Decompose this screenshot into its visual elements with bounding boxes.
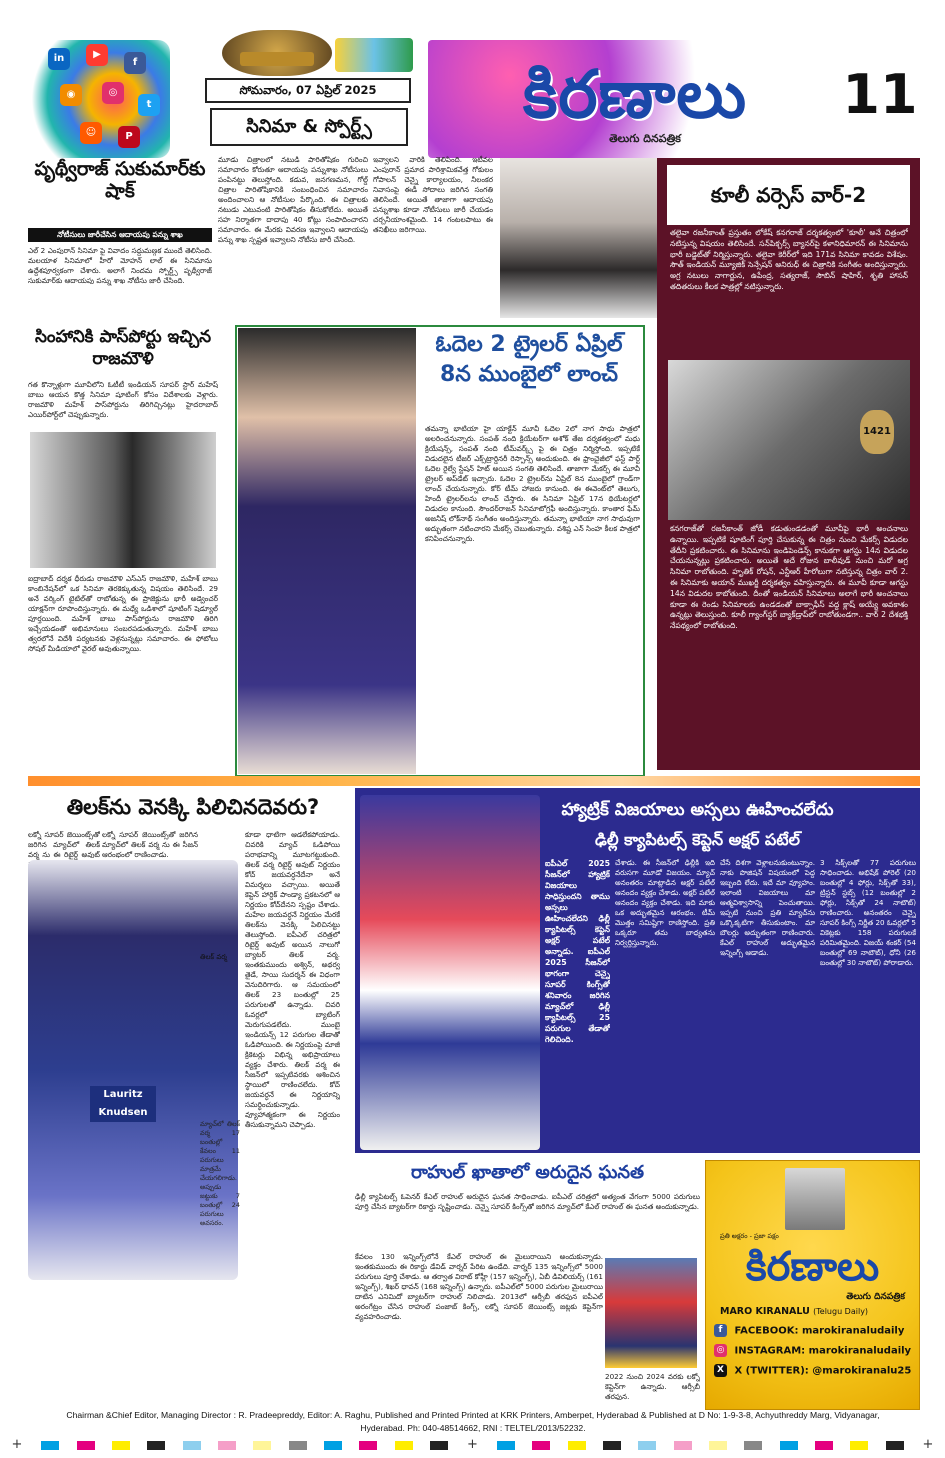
- story-body-rajamouli: ఐద్రాబాద్ దర్శక ధీరుడు రాజమౌళి ఎస్ఎస్ రాజమౌళి, మహేశ్ బాబు కాంబినేషన్‌లో ఒక సినిమా తెరకెక్కుతున్న విషయం తెలిసిందే. 29 అనే వర్కింగ్ టైటిల్‌తో రాబోతున్న ఈ ప్రాజెక్టును భారీ అడ్వెంచర్ యాక్షన్‌గా రూపొందిస్తున్నారు. ఈ మధ్యే ఒడిశాలో షూటింగ్ షెడ్యూల్ పూర్తయింది. మహేశ్ బాబు పాస్‌పోర్టును రాజమౌళి తిరిగి ఇచ్చేయడంతో అభిమానులు సంబరపడుతున్నారు. మహేశ్ బాబు త్వరలోనే విదేశీ పర్యటనకు వెళ్లనున్నట్లు సమాచారం. ఈ ఫోటోలు సోషల్ మీడియాలో వైరల్ అవుతున్నాయి.: [28, 574, 218, 653]
- tilak-photo-caption: తిలక్ వర్మ: [200, 953, 227, 961]
- linkedin-icon: in: [48, 48, 70, 70]
- story-column-prithviraj-3: ఇవ్వాలని వారికి తెలిపింది. ఇటీవల ఎంపురాన్ ప్రమాద పారిశ్రామికవేత్త గోకులం గోపాలన్ చెన్నై కార్యాలయం, నీలంకర నివాసంపై ఈడీ సోదాలు జరిగిన సంగతి తెలిసిందే. అయితే తాజాగా ఆదాయపు పన్నుశాఖ కూడా నోటీసులు జారీ చేయడం చర్చనీయాంశమైంది. 14 గంటలపాటు ఈ తనిఖీలు జరిగాయి.: [373, 155, 493, 234]
- section-title: సినిమా & స్పోర్ట్స్: [210, 108, 408, 146]
- story-lead-tilak: లక్నో సూపర్ జెయింట్స్‌తో జరిగిన మ్యాచ్‌లో తిలక్ వర్మ ను ఈ రిటైర్డ్ అవుట్: [28, 830, 100, 859]
- sports-silhouettes: [335, 38, 413, 72]
- color-swatch: [112, 1441, 130, 1450]
- facebook-label: FACEBOOK:: [734, 1325, 799, 1337]
- tamannaah-photo: [238, 328, 416, 774]
- story-column-tilak-3: కూడా ధాటిగా ఆడలేకపోయాడు. చివరికి మ్యాచ్ ఓడిపోయి పరాభవాన్ని మూటగట్టుకుంది. తిలక్ వర్మ రిటైర్డ్ అవుట్ నిర్ణయం కోచ్ జయవర్ధనేదేనా అనే విమర్శలు వచ్చాయి. అయితే కెప్టెన్ హార్దిక్ పాండ్యా ప్రకటనలో ఆ నిర్ణయం కోచ్‌దేనని స్పష్టం చేశాడు. మహేల జయవర్ధనే నిర్ణయం మేరకే తిలక్‌ను వెనక్కి పిలిచినట్టు తెలుస్తోంది. ఐపీఎల్ చరిత్రలో రిటైర్డ్ అవుట్ అయిన నాలుగో బ్యాటర్ తిలక్ వర్మ. ఇంతకుముందు అశ్విన్, అథర్వ తైడే, సాయి సుదర్శన్ ఈ విధంగా వెనుదిరిగారు. ఆ సమయంలో తిలక్ 23 బంతుల్లో 25 పరుగులతో ఉన్నాడు. చివరి ఓవర్లలో బ్యాటింగ్ మెరుగుపడలేదు. ముంబై ఇండియన్స్ 12 పరుగుల తేడాతో ఓడిపోయింది. ఈ నిర్ణయంపై మాజీ క్రికెటర్లు విభిన్న అభిప్రాయాలు వ్యక్తం చేశారు. తిలక్ వర్మ ఈ సీజన్‌లో ఇప్పటివరకు ఆశించిన స్థాయిలో రాణించలేదు. కోచ్ జయవర్ధనే ఈ నిర్ణయాన్ని సమర్థించుకున్నాడు. వ్యూహాత్మకంగా ఈ నిర్ణయం తీసుకున్నామని చెప్పాడు.: [245, 830, 340, 1129]
- house-ad-logo-sub: తెలుగు దినపత్రిక: [846, 1292, 905, 1302]
- story-body-odela: తమన్నా భాటియా హై యాక్టేన్ మూవీ ఓదెల 2లో నాగ సాధు పాత్రలో అలరించనున్నారు. సంపత్ నంది క్రియేటర్‌గా అశోక్ తేజ దర్శకత్వంలో మధు క్రియేషన్స్, సంపత్ నంది టీమ్‌వర్క్స్ పై ఈ చిత్రం నిర్మిస్తోంది. ఇప్పటికే విడుదలైన టీజర్ ఎక్స్‌ట్రార్డినరీ రెస్పాన్స్ అందుకుంది. ఈ ఫ్రాంచైజీలో ఫస్ట్ పార్ట్ ఓదెల రైల్వే స్టేషన్ హిట్ అయిన సంగతి తెలిసిందే. తాజాగా మేకర్స్ ఈ మూవీ ట్రైలర్ అప్‌డేట్ ఇచ్చారు. ఓదెల 2 ట్రైలర్‌ను ఏప్రిల్ 8న ముంబైలో గ్రాండ్‌గా లాంచ్ చేయనున్నారు. కోర్ టీమ్ హాజరు కానుంది. ఈ ఈవెంట్‌లో తెలుగు, హిందీ ట్రైలర్‌లను లాంచ్ చేస్తారు. ఈ సినిమా ఏప్రిల్ 17న థియేటర్లలో విడుదల కానుంది. సౌందర్‌రాజన్ సినిమాటోగ్రఫీ అందిస్తున్నారు. కాంతార ఫేమ్ అజనీష్ లోక్‌నాథ్ సంగీతం అందిస్తున్నారు. తమన్నా భాటియా నాగ సాధువుగా అద్భుతంగా నటించారని మేకర్స్ చెబుతున్నారు. వశిష్ట ఎన్ సింహ కీలక పాత్రలో కనిపించనున్నారు.: [425, 424, 640, 543]
- jersey-sponsor-logo: Lauritz Knudsen: [90, 1086, 156, 1122]
- color-swatch: [430, 1441, 448, 1450]
- house-ad-x-row: [714, 1364, 919, 1382]
- newspaper-logo: కిరణాలు: [522, 56, 748, 133]
- color-swatch: [218, 1441, 236, 1450]
- color-swatch: [850, 1441, 868, 1450]
- house-ad-english-note: (Telugu Daily): [813, 1307, 869, 1316]
- story-column-axar-3: చేసే దిశగా వెళ్లాలనుకుంటున్నాం. నాకు పొజిషన్ విషయంలో పెద్ద ఇబ్బంది లేదు. ఇదే మా వ్యూహం. ఇలాంటి విజయాలు మా ఆత్మవిశ్వాసాన్ని పెంచుతాయి. ఇప్పటి నుంచి ప్రతి మ్యాచ్‌ను ఒక్కొక్కటిగా తీసుకుంటాం. మా బౌలర్లు అద్భుతంగా రాణించారు. కేఎల్ రాహుల్ అద్భుతమైన ఇన్నింగ్స్ ఆడాడు.: [720, 858, 815, 957]
- color-swatch: [638, 1441, 656, 1450]
- color-swatch: [359, 1441, 377, 1450]
- color-swatch: [41, 1441, 59, 1450]
- facebook-icon: f: [714, 1324, 727, 1337]
- instagram-icon: ◎: [102, 82, 124, 104]
- instagram-icon: ◎: [714, 1344, 727, 1357]
- story-column-tilak-2: లక్నో సూపర్ జెయింట్స్‌తో జరిగిన మ్యాచ్‌లో తిలక్ వర్మ ను ఈ సీజన్ ఆరంభంలో రాణించాడు.: [102, 830, 198, 859]
- story-headline-prithviraj: పృథ్వీరాజ్ సుకుమార్‌కు షాక్: [34, 158, 206, 202]
- edition-date: సోమవారం, 07 ఏప్రిల్ 2025: [205, 78, 411, 103]
- youtube-icon: ▶: [86, 44, 108, 66]
- story-column-rahul-2: 2022 నుంచి 2024 వరకు లక్నో కెప్టెన్‌గా ఉన్నాడు. ఆర్సీబీ తరఫున.: [605, 1372, 700, 1401]
- story-subtitle-axar: ఢిల్లీ క్యాపిటల్స్ కెప్టెన్ అక్షర్ పటేల్: [595, 830, 800, 849]
- story-headline-axar: హ్యాట్రిక్ విజయాలు అస్సలు ఊహించలేదు: [561, 800, 834, 820]
- color-swatch: [815, 1441, 833, 1450]
- instagram-label: INSTAGRAM:: [734, 1345, 806, 1357]
- section-divider-band: [28, 776, 920, 786]
- rajamouli-mahesh-photo: [30, 432, 216, 568]
- story-headline-tilak: తిలక్‌ను వెనక్కి పిలిచినదెవరు?: [66, 795, 320, 819]
- story-subhead-prithviraj: నోటీసులు జారీచేసిన ఆదాయపు పన్ను శాఖ: [28, 228, 212, 242]
- color-swatch: [289, 1441, 307, 1450]
- story-intro-rahul: ఢిల్లీ క్యాపిటల్స్ ఓపెనర్ కేఎల్ రాహుల్ అరుదైన ఘనత సాధించాడు. ఐపీఎల్ చరిత్రలో అత్యంత వేగంగా 5000 పరుగులు పూర్తి చేసిన బ్యాటర్‌గా రికార్డు సృష్టించాడు. చెన్నై సూపర్ కింగ్స్‌తో జరిగిన మ్యాచ్‌లో కేఎల్ రాహుల్ ఈ ఘనత అందుకున్నాడు.: [355, 1192, 700, 1211]
- color-swatch: [395, 1441, 413, 1450]
- color-swatch: [253, 1441, 271, 1450]
- prithviraj-photo: [500, 158, 666, 318]
- instagram-handle: marokiranaludaily: [808, 1345, 912, 1357]
- story-body-rahul: కేవలం 130 ఇన్నింగ్స్‌లోనే కేఎల్ రాహుల్ ఈ మైలురాయిని అందుకున్నాడు. ఇంతకుముందు ఈ రికార్డు డేవిడ్ వార్నర్ పేరిట ఉండేది. వార్నర్ 135 ఇన్నింగ్స్‌లో 5000 పరుగులు పూర్తి చేశాడు. ఆ తర్వాత విరాట్ కోహ్లీ (157 ఇన్నింగ్స్), ఏబీ డివిలియర్స్ (161 ఇన్నింగ్స్), శిఖర్ ధావన్ (168 ఇన్నింగ్స్) ఉన్నారు. ఐపీఎల్‌లో 5000 పరుగుల మైలురాయి దాటిన ఎనిమిదో బ్యాటర్‌గా రాహుల్ నిలిచాడు. 2013లో ఆర్సీబీ తరఫున ఐపీఎల్ అరంగేట్రం చేసిన రాహుల్ పంజాబ్ కింగ్స్, లక్నో సూపర్ జెయింట్స్ జట్లకు కెప్టెన్‌గా వ్యవహరించాడు.: [355, 1252, 603, 1321]
- house-ad-instagram-row: [714, 1344, 919, 1362]
- color-swatch: [886, 1441, 904, 1450]
- color-swatch: [603, 1441, 621, 1450]
- story-column-tilak-2b: మ్యాచ్‌లో తిలక్ వర్మ 17 బంతుల్లో కేవలం 11 పరుగులు మాత్రమే చేయగలిగాడు. అప్పుడు జట్టుకు 7 బంతుల్లో 24 పరుగులు అవసరం.: [200, 1120, 240, 1227]
- imprint-line-1: Chairman &Chief Editor, Managing Director : R. Pradeepreddy, Editor: A. Raghu, Published and Printed Printed at KRK Printers, Amberpet, Hyderabad & Published at D No: 1-9-3-8, Achyuthreddy Marg, Vidyanagar,: [66, 1410, 880, 1420]
- color-swatch: [709, 1441, 727, 1450]
- color-swatch: [780, 1441, 798, 1450]
- registration-mark-icon: +: [922, 1437, 934, 1452]
- house-ad-newspaper-photo: [785, 1168, 845, 1230]
- story-headline-odela: ఓదెల 2 ట్రైలర్ ఏప్రిల్ 8న ముంబైలో లాంచ్: [435, 332, 623, 387]
- house-ad-english-name: [720, 1306, 905, 1320]
- story-headline-coolie: కూలీ వర్సెస్ వార్-2: [667, 165, 910, 225]
- story-intro-coolie: తలైవా రజనీకాంత్ ప్రస్తుతం లోకేష్ కనగరాజ్ దర్శకత్వంలో 'కూలీ' అనే చిత్రంలో నటిస్తున్న విషయం తెలిసిందే. సన్‌పిక్చర్స్ బ్యానర్‌పై కళానిధిమారన్ ఈ సినిమాను భారీ బడ్జెట్‌తో నిర్మిస్తున్నారు. తలైవా కెరీర్‌లో ఇది 171వ సినిమా కావడం విశేషం. సౌత్ ఇండియన్ మ్యూజిక్ సెన్సేషన్ అనిరుధ్ ఈ చిత్రానికి సంగీతం అందిస్తున్నారు. అగ్ర నటులు నాగార్జున, ఉపేంద్ర, సత్యరాజ్, సౌబిన్ షాహిర్, శృతి హాసన్ తదితరులు కీలక పాత్రల్లో నటిస్తున్నారు.: [670, 228, 908, 291]
- kl-rahul-photo: [605, 1258, 697, 1368]
- twitter-icon: t: [138, 94, 160, 116]
- story-column-axar-4: 3 సిక్స్‌లతో 77 పరుగులు సాధించాడు. అభిషేక్ పోరెల్ (20 బంతుల్లో 4 ఫోర్లు, సిక్స్‌తో 33), ట్రిస్టన్ స్టబ్స్ (12 బంతుల్లో 2 ఫోర్లు, సిక్స్‌తో 24 నాటౌట్) రాణించారు. అనంతరం చెన్నై సూపర్ కింగ్స్ నిర్ణీత 20 ఓవర్లలో 5 వికెట్లకు 158 పరుగులకే పరిమితమైంది. విజయ్ శంకర్ (54 బంతుల్లో 69 నాటౌట్), ధోనీ (26 బంతుల్లో 30 నాటౌట్) పోరాడారు.: [820, 858, 916, 967]
- color-swatch: [532, 1441, 550, 1450]
- house-ad-facebook-row: [714, 1324, 919, 1342]
- x-handle: @marokiranalu25: [812, 1365, 912, 1377]
- facebook-handle: marokiranaludaily: [801, 1325, 905, 1337]
- registration-mark-icon: +: [467, 1437, 478, 1452]
- color-swatch: [497, 1441, 515, 1450]
- story-headline-rajamouli: సింహానికి పాస్‌పోర్టు ఇచ్చిన రాజమౌళి: [34, 327, 212, 369]
- story-column-axar-2: చేశాడు. ఈ సీజన్‌లో ఢిల్లీకి ఇది వరుసగా మూడో విజయం. మ్యాచ్ అనంతరం మాట్లాడిన అక్షర్ పటేల్ ఆనందం వ్యక్తం చేశాడు. అక్షర్ పటేల్ ఆనందం వ్యక్తం చేశాడు. ఇది మాకు ఒక అద్భుతమైన ఆరంభం. టీమ్ మొత్తం సమిష్టిగా రాణిస్తోంది. ప్రతి ఒక్కరూ తమ బాధ్యతను నిర్వర్తిస్తున్నారు.: [615, 858, 715, 947]
- house-ad-tagline: ప్రతి అక్షరం - ప్రజా పక్షం: [720, 1232, 779, 1240]
- color-swatch: [324, 1441, 342, 1450]
- x-icon: X: [714, 1364, 727, 1377]
- house-ad-logo: కిరణాలు: [745, 1244, 880, 1290]
- coolie-badge: 1421: [860, 410, 894, 454]
- registration-mark-icon: +: [11, 1437, 23, 1452]
- social-media-collage: [30, 40, 170, 158]
- story-body-coolie: కనగరాజ్‌తో రజనీకాంత్ జోడీ కడుతుండడంతో మూవీపై భారీ అంచనాలు ఉన్నాయి. ఇప్పటికే షూటింగ్ పూర్తి చేసుకున్న ఈ చిత్రం నుంచి మేకర్స్ విడుదల తేదీని ప్రకటించారు. ఈ సినిమాను ఇండిపెండెన్స్ కానుకగా ఆగస్టు 14న విడుదల చేయనున్నట్లు ప్రకటించారు. అయితే అదే రోజున బాలీవుడ్ నుంచి మరో అగ్ర సినిమా రాబోతుంది. హృతిక్ రోషన్, ఎన్టీఆర్ హీరోలుగా నటిస్తున్న చిత్రం వార్ 2. ఈ సినిమాకు అయాన్ ముఖర్జీ దర్శకత్వం వహిస్తున్నారు. ఈ మూవీ కూడా ఆగస్టు 14న విడుదల కాబోతుంది. దీంతో ఇండియన్ సినిమాలు అలాగే భారీ అంచనాలు కూడా ఈ రెండు సినిమాలకు ఉండడంతో బాక్సాఫీస్ వద్ద క్లాష్ అయ్యే అవకాశం ఉన్నట్లు తెలుస్తుంది. కూలీ గ్యాంగ్‌స్టర్ బ్యాక్‌డ్రాప్‌లో రాబోతుండగా.. వార్ 2 దేశభక్తి నేపథ్యంలో రాబోతుంది.: [670, 524, 908, 631]
- film-emblem-ribbon: [240, 52, 314, 66]
- color-swatch: [744, 1441, 762, 1450]
- imprint-line-2: Hyderabad. Ph: 040-48514662, RNI : TELTEL/2013/52232.: [360, 1423, 586, 1433]
- story-intro-rajamouli: గత కొన్నాళ్లుగా మూవీలోని ఓటీటీ ఇండియన్ సూపర్ స్టార్ మహేష్ బాబు ఆయన కొత్త సినిమా షూటింగ్ కోసం విదేశాలకు వెళ్లారు. రాజమౌళి మహేశ్ పాస్‌పోర్టును తిరిగిచ్చినట్లు హైదరాబాద్ ఎయిర్‌పోర్ట్‌లో చెప్పుకున్నారు.: [28, 380, 218, 419]
- page-number: 11: [842, 63, 918, 126]
- rss-icon: ◉: [60, 84, 82, 106]
- x-label: X (TWITTER):: [734, 1365, 809, 1377]
- facebook-icon: f: [124, 52, 146, 74]
- newspaper-tagline: తెలుగు దినపత్రిక: [609, 132, 681, 145]
- color-swatch: [147, 1441, 165, 1450]
- story-column-prithviraj-2: మూడు చిత్రాలలో నటుడి పారితోషికం గురించి సమాచారం కోరుతూ ఆదాయపు పన్నుశాఖ నోటీసులు పంపినట్టు తెలుస్తోంది. కడువ, జనగణమన, గోల్డ్ చిత్రాల పారితోషికానికి సంబంధించిన సమాచారం అందించాలని ఆ నోటీసుల పేర్కొంది. ఈ చిత్రాలకు నటుడు ఎటువంటి పారితోషికం తీసుకోలేదు. అయితే సహ నిర్మాతగా దాదాపు 40 కోట్లు సంపాదించారని సమాచారం. ఈ మేరకు వివరణ ఇవ్వాలని ఆదాయపు పన్ను శాఖ స్పష్టత ఇవ్వాలని నోటీసు జారీ చేసింది.: [218, 155, 368, 244]
- color-swatch: [568, 1441, 586, 1450]
- story-headline-rahul: రాహుల్ ఖాతాలో అరుదైన ఘనత: [410, 1162, 645, 1183]
- house-ad-english-title: MARO KIRANALU: [720, 1306, 810, 1317]
- color-swatch: [77, 1441, 95, 1450]
- color-swatch: [183, 1441, 201, 1450]
- color-swatch: [674, 1441, 692, 1450]
- pinterest-icon: P: [118, 126, 140, 148]
- snapchat-icon: ☺: [80, 122, 102, 144]
- print-registration-strip: [10, 1438, 935, 1452]
- story-body-prithviraj: ఎల్ 2 ఎంపురాన్ సినిమా పై వివాదం సద్దుమణ్గక ముందే తెలిసింది. మలయాళ సినిమాలో హీరో మోహన్ లాల్ ఈ సినిమాను ఉద్దేశపూర్వకంగా చేశారు. అలాగే నిందమ స్పోర్ట్స్ పృథ్వీరాజ్ సుకుమార్‌కు ఆదాయపు పన్ను శాఖ నోటీసు జారీ చేసింది.: [28, 246, 212, 285]
- story-lead-axar: ఐపీఎల్ 2025 సీజన్‌లో హ్యాట్రిక్ విజయాలు సాధిస్తుందని తాము అస్సలు ఊహించలేదని ఢిల్లీ క్యాపిటల్స్ కెప్టెన్ అక్షర్ పటేల్ అన్నాడు. ఐపీఎల్ 2025 సీజన్‌లో భాగంగా చెన్నై సూపర్ కింగ్స్‌తో శనివారం జరిగిన మ్యాచ్‌లో ఢిల్లీ క్యాపిటల్స్ 25 పరుగుల తేడాతో గెలిచింది.: [545, 859, 610, 1044]
